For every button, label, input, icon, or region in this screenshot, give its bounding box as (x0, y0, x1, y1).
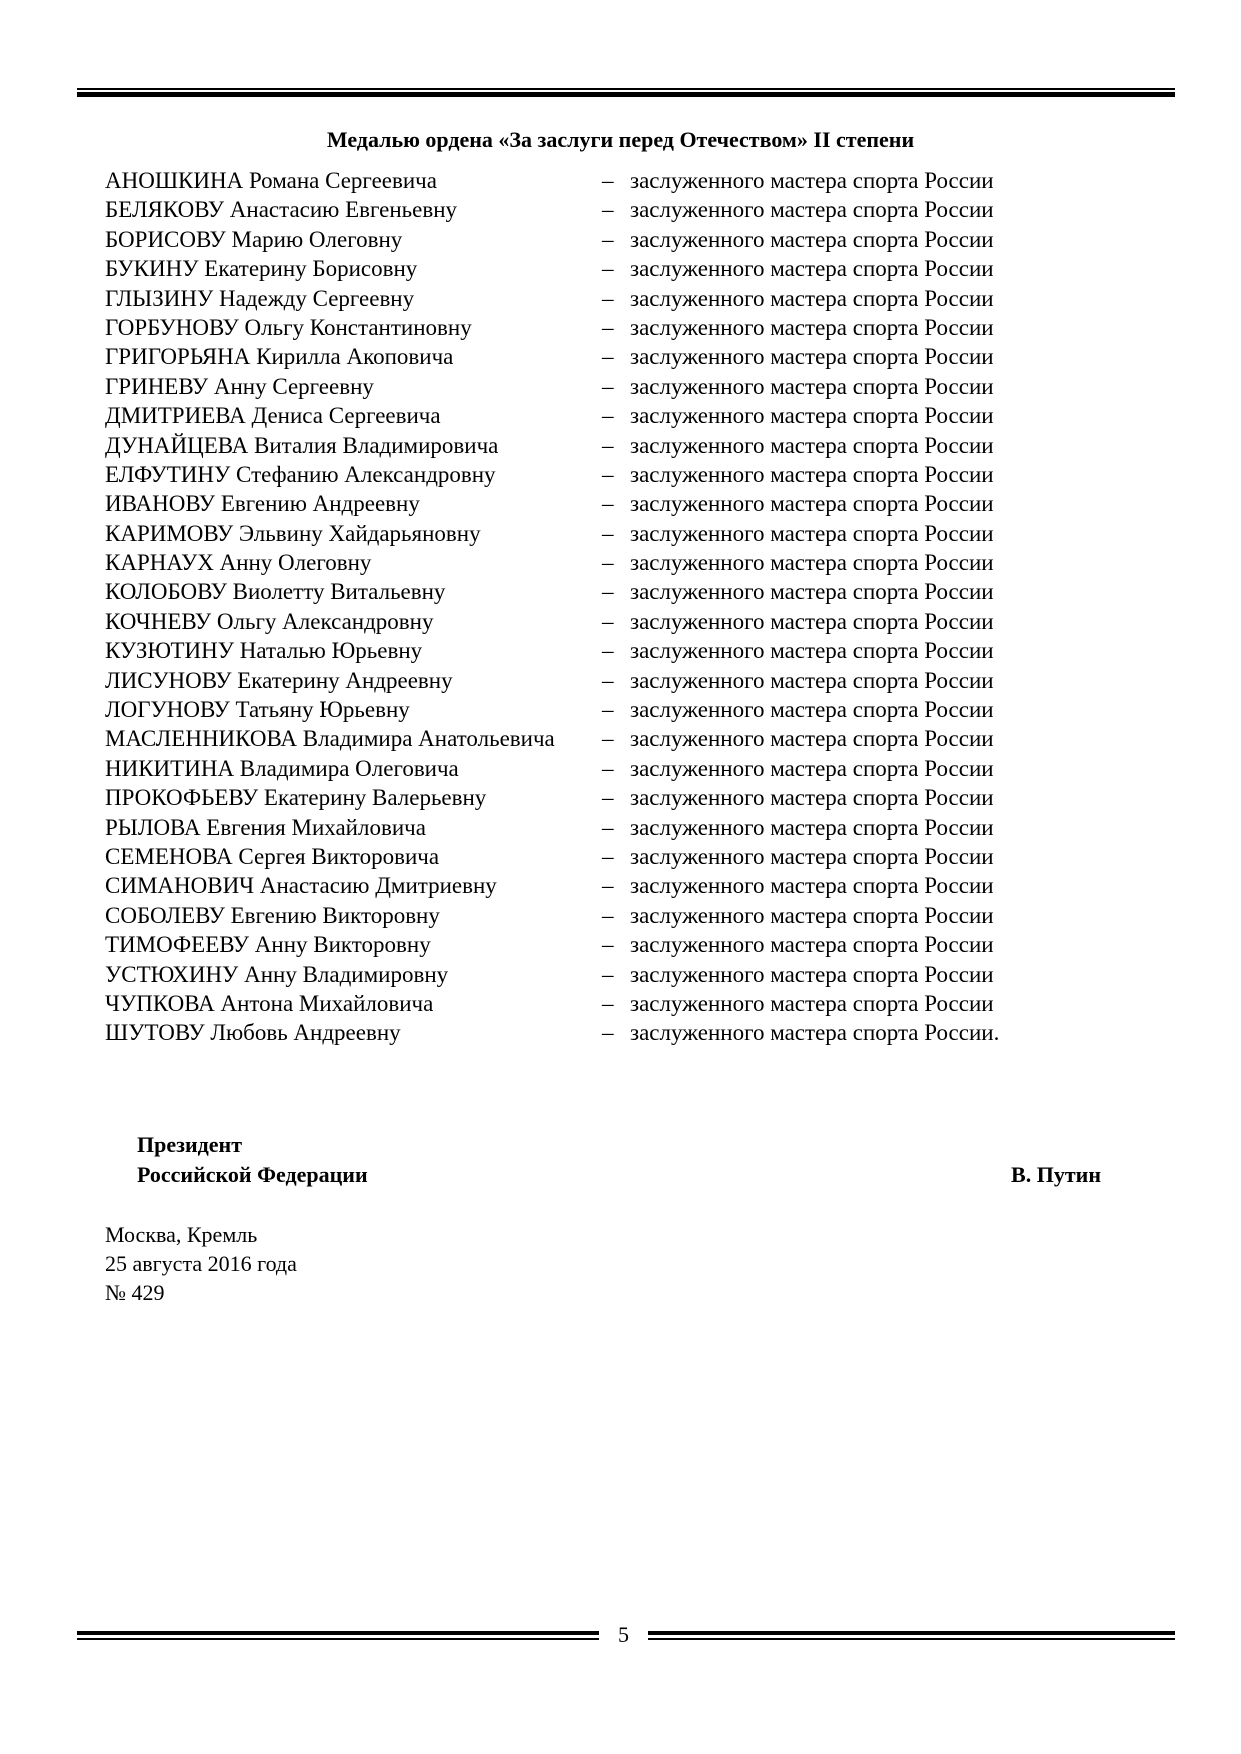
awardee-dash: – (602, 403, 614, 429)
awardee-title: заслуженного мастера спорта России (630, 520, 994, 546)
awardee-name: ГРИНЕВУ Анну Сергеевну (105, 373, 374, 399)
awardee-row (105, 783, 1105, 812)
awardee-dash: – (602, 256, 614, 282)
awardee-dash: – (602, 1020, 614, 1046)
awardee-row (105, 342, 1105, 371)
top-rule-thick (77, 92, 1175, 97)
awardee-dash: – (602, 990, 614, 1016)
awardee-name: ШУТОВУ Любовь Андреевну (105, 1020, 401, 1046)
signature-name: В. Путин (1011, 1162, 1101, 1187)
awardee-row (105, 401, 1105, 430)
awardee-title: заслуженного мастера спорта России (630, 755, 994, 781)
decree-number: № 429 (105, 1280, 165, 1305)
awardee-title: заслуженного мастера спорта России (630, 608, 994, 634)
awardee-name: АНОШКИНА Романа Сергеевича (105, 168, 437, 193)
place-date: 25 августа 2016 года (105, 1251, 297, 1276)
awardee-title: заслуженного мастера спорта России (630, 990, 994, 1016)
awardee-name: ТИМОФЕЕВУ Анну Викторовну (105, 932, 431, 958)
awardee-dash: – (602, 843, 614, 869)
awardee-row (105, 548, 1105, 577)
awardee-row (105, 489, 1105, 518)
awardee-name: РЫЛОВА Евгения Михайловича (105, 814, 426, 840)
awardee-row (105, 577, 1105, 606)
awardee-dash: – (602, 579, 614, 605)
awardee-row (105, 195, 1105, 224)
awardee-title: заслуженного мастера спорта России (630, 932, 994, 958)
awardee-dash: – (602, 608, 614, 634)
awardee-dash: – (602, 726, 614, 752)
awardee-title: заслуженного мастера спорта России (630, 961, 994, 987)
awardee-name: НИКИТИНА Владимира Олеговича (105, 755, 459, 781)
awardee-title: заслуженного мастера спорта России (630, 256, 994, 282)
place-block (105, 1220, 297, 1307)
awardee-row (105, 607, 1105, 636)
awardee-title: заслуженного мастера спорта России (630, 667, 994, 693)
awardee-row (105, 1018, 1105, 1047)
awardee-title: заслуженного мастера спорта России (630, 314, 994, 340)
awardee-title: заслуженного мастера спорта России (630, 168, 994, 193)
section-heading: Медалью ордена «За заслуги перед Отечеством» II степени (326, 127, 915, 152)
awardee-name: БОРИСОВУ Марию Олеговну (105, 226, 403, 252)
awardee-row (105, 636, 1105, 665)
awardee-row (105, 166, 1105, 195)
awardee-title: заслуженного мастера спорта России (630, 432, 994, 458)
signature-position-line1: Президент (137, 1132, 243, 1157)
awardee-name: СОБОЛЕВУ Евгению Викторовну (105, 902, 440, 928)
awardee-name: ЛОГУНОВУ Татьяну Юрьевну (105, 697, 410, 723)
awardee-name: ДМИТРИЕВА Дениса Сергеевича (105, 403, 441, 429)
awardee-name: КАРНАУХ Анну Олеговну (105, 550, 372, 576)
awardee-dash: – (602, 550, 614, 576)
awardee-dash: – (602, 226, 614, 252)
awardee-name: ЕЛФУТИНУ Стефанию Александровну (105, 461, 496, 487)
awardee-title: заслуженного мастера спорта России (630, 285, 994, 311)
awardee-row (105, 754, 1105, 783)
awardee-dash: – (602, 902, 614, 928)
awardee-name: ЛИСУНОВУ Екатерину Андреевну (105, 667, 453, 693)
awardee-name: КУЗЮТИНУ Наталью Юрьевну (105, 638, 423, 664)
awardee-row (105, 460, 1105, 489)
awardee-dash: – (602, 873, 614, 899)
page-number: 5 (618, 1622, 629, 1647)
awardee-dash: – (602, 314, 614, 340)
awardee-row (105, 989, 1105, 1018)
awardee-title: заслуженного мастера спорта России (630, 873, 994, 899)
awardee-row (105, 225, 1105, 254)
awardee-title: заслуженного мастера спорта России (630, 785, 994, 811)
awardee-name: КОЧНЕВУ Ольгу Александровну (105, 608, 434, 634)
awardee-name: СЕМЕНОВА Сергея Викторовича (105, 843, 440, 869)
awardee-title: заслуженного мастера спорта России (630, 226, 994, 252)
awardee-dash: – (602, 168, 614, 193)
awardee-name: ЧУПКОВА Антона Михайловича (105, 990, 434, 1016)
awardee-row (105, 724, 1105, 753)
awardee-title: заслуженного мастера спорта России (630, 697, 994, 723)
awardee-title: заслуженного мастера спорта России (630, 550, 994, 576)
awardee-title: заслуженного мастера спорта России (630, 373, 994, 399)
awardee-dash: – (602, 785, 614, 811)
awardee-dash: – (602, 755, 614, 781)
awardee-name: БУКИНУ Екатерину Борисовну (105, 256, 418, 282)
place-location: Москва, Кремль (105, 1222, 258, 1247)
awardee-title: заслуженного мастера спорта России (630, 902, 994, 928)
awardee-dash: – (602, 285, 614, 311)
awardee-dash: – (602, 432, 614, 458)
awardee-dash: – (602, 638, 614, 664)
awardee-dash: – (602, 491, 614, 517)
awardee-dash: – (602, 697, 614, 723)
awardee-row (105, 431, 1105, 460)
awardee-title: заслуженного мастера спорта России (630, 814, 994, 840)
awardee-row (105, 871, 1105, 900)
awardee-row (105, 930, 1105, 959)
footer-rule-right-thin (648, 1638, 1175, 1640)
awardee-dash: – (602, 520, 614, 546)
awardee-title: заслуженного мастера спорта России (630, 726, 994, 752)
top-rule-thin (77, 88, 1175, 90)
awardee-title: заслуженного мастера спорта России (630, 403, 994, 429)
awardee-dash: – (602, 344, 614, 370)
awardee-name: ПРОКОФЬЕВУ Екатерину Валерьевну (105, 785, 487, 811)
awardee-dash: – (602, 667, 614, 693)
awardee-title: заслуженного мастера спорта России (630, 461, 994, 487)
awardee-row (105, 813, 1105, 842)
awardee-row (105, 901, 1105, 930)
awardee-row (105, 842, 1105, 871)
awardee-row (105, 284, 1105, 313)
awardee-name: ГРИГОРЬЯНА Кирилла Акоповича (105, 344, 454, 370)
awardee-title: заслуженного мастера спорта России (630, 197, 994, 223)
awardee-title: заслуженного мастера спорта России (630, 344, 994, 370)
signature-position-line2: Российской Федерации (137, 1162, 368, 1187)
awardee-dash: – (602, 461, 614, 487)
awardee-name: ГЛЫЗИНУ Надежду Сергеевну (105, 285, 415, 311)
signature-position (137, 1130, 368, 1190)
awardee-name: УСТЮХИНУ Анну Владимировну (105, 961, 449, 987)
awardee-dash: – (602, 197, 614, 223)
footer-rule-right-thick (648, 1631, 1175, 1635)
awardee-row (105, 313, 1105, 342)
awardee-title: заслуженного мастера спорта России (630, 491, 994, 517)
awardee-name: ИВАНОВУ Евгению Андреевну (105, 491, 420, 517)
awardee-row (105, 960, 1105, 989)
awardee-row (105, 372, 1105, 401)
awardee-title: заслуженного мастера спорта России. (630, 1020, 1000, 1046)
awardee-row (105, 695, 1105, 724)
awardee-name: МАСЛЕННИКОВА Владимира Анатольевича (105, 726, 555, 752)
awardee-name: БЕЛЯКОВУ Анастасию Евгеньевну (105, 197, 458, 223)
footer-rule-left-thick (77, 1631, 599, 1635)
awardee-row (105, 254, 1105, 283)
awardee-row (105, 519, 1105, 548)
awardee-dash: – (602, 814, 614, 840)
awardee-name: СИМАНОВИЧ Анастасию Дмитриевну (105, 873, 497, 899)
awardee-row (105, 666, 1105, 695)
awardee-name: ГОРБУНОВУ Ольгу Константиновну (105, 314, 472, 340)
awardee-name: ДУНАЙЦЕВА Виталия Владимировича (105, 432, 499, 458)
awardee-name: КАРИМОВУ Эльвину Хайдарьяновну (105, 520, 481, 546)
awardee-dash: – (602, 373, 614, 399)
awardee-name: КОЛОБОВУ Виолетту Витальевну (105, 579, 446, 605)
footer-rule-left-thin (77, 1638, 599, 1640)
awardee-dash: – (602, 932, 614, 958)
awardee-title: заслуженного мастера спорта России (630, 843, 994, 869)
awardee-title: заслуженного мастера спорта России (630, 638, 994, 664)
awardee-title: заслуженного мастера спорта России (630, 579, 994, 605)
awardee-dash: – (602, 961, 614, 987)
awardee-list (105, 166, 1105, 1048)
